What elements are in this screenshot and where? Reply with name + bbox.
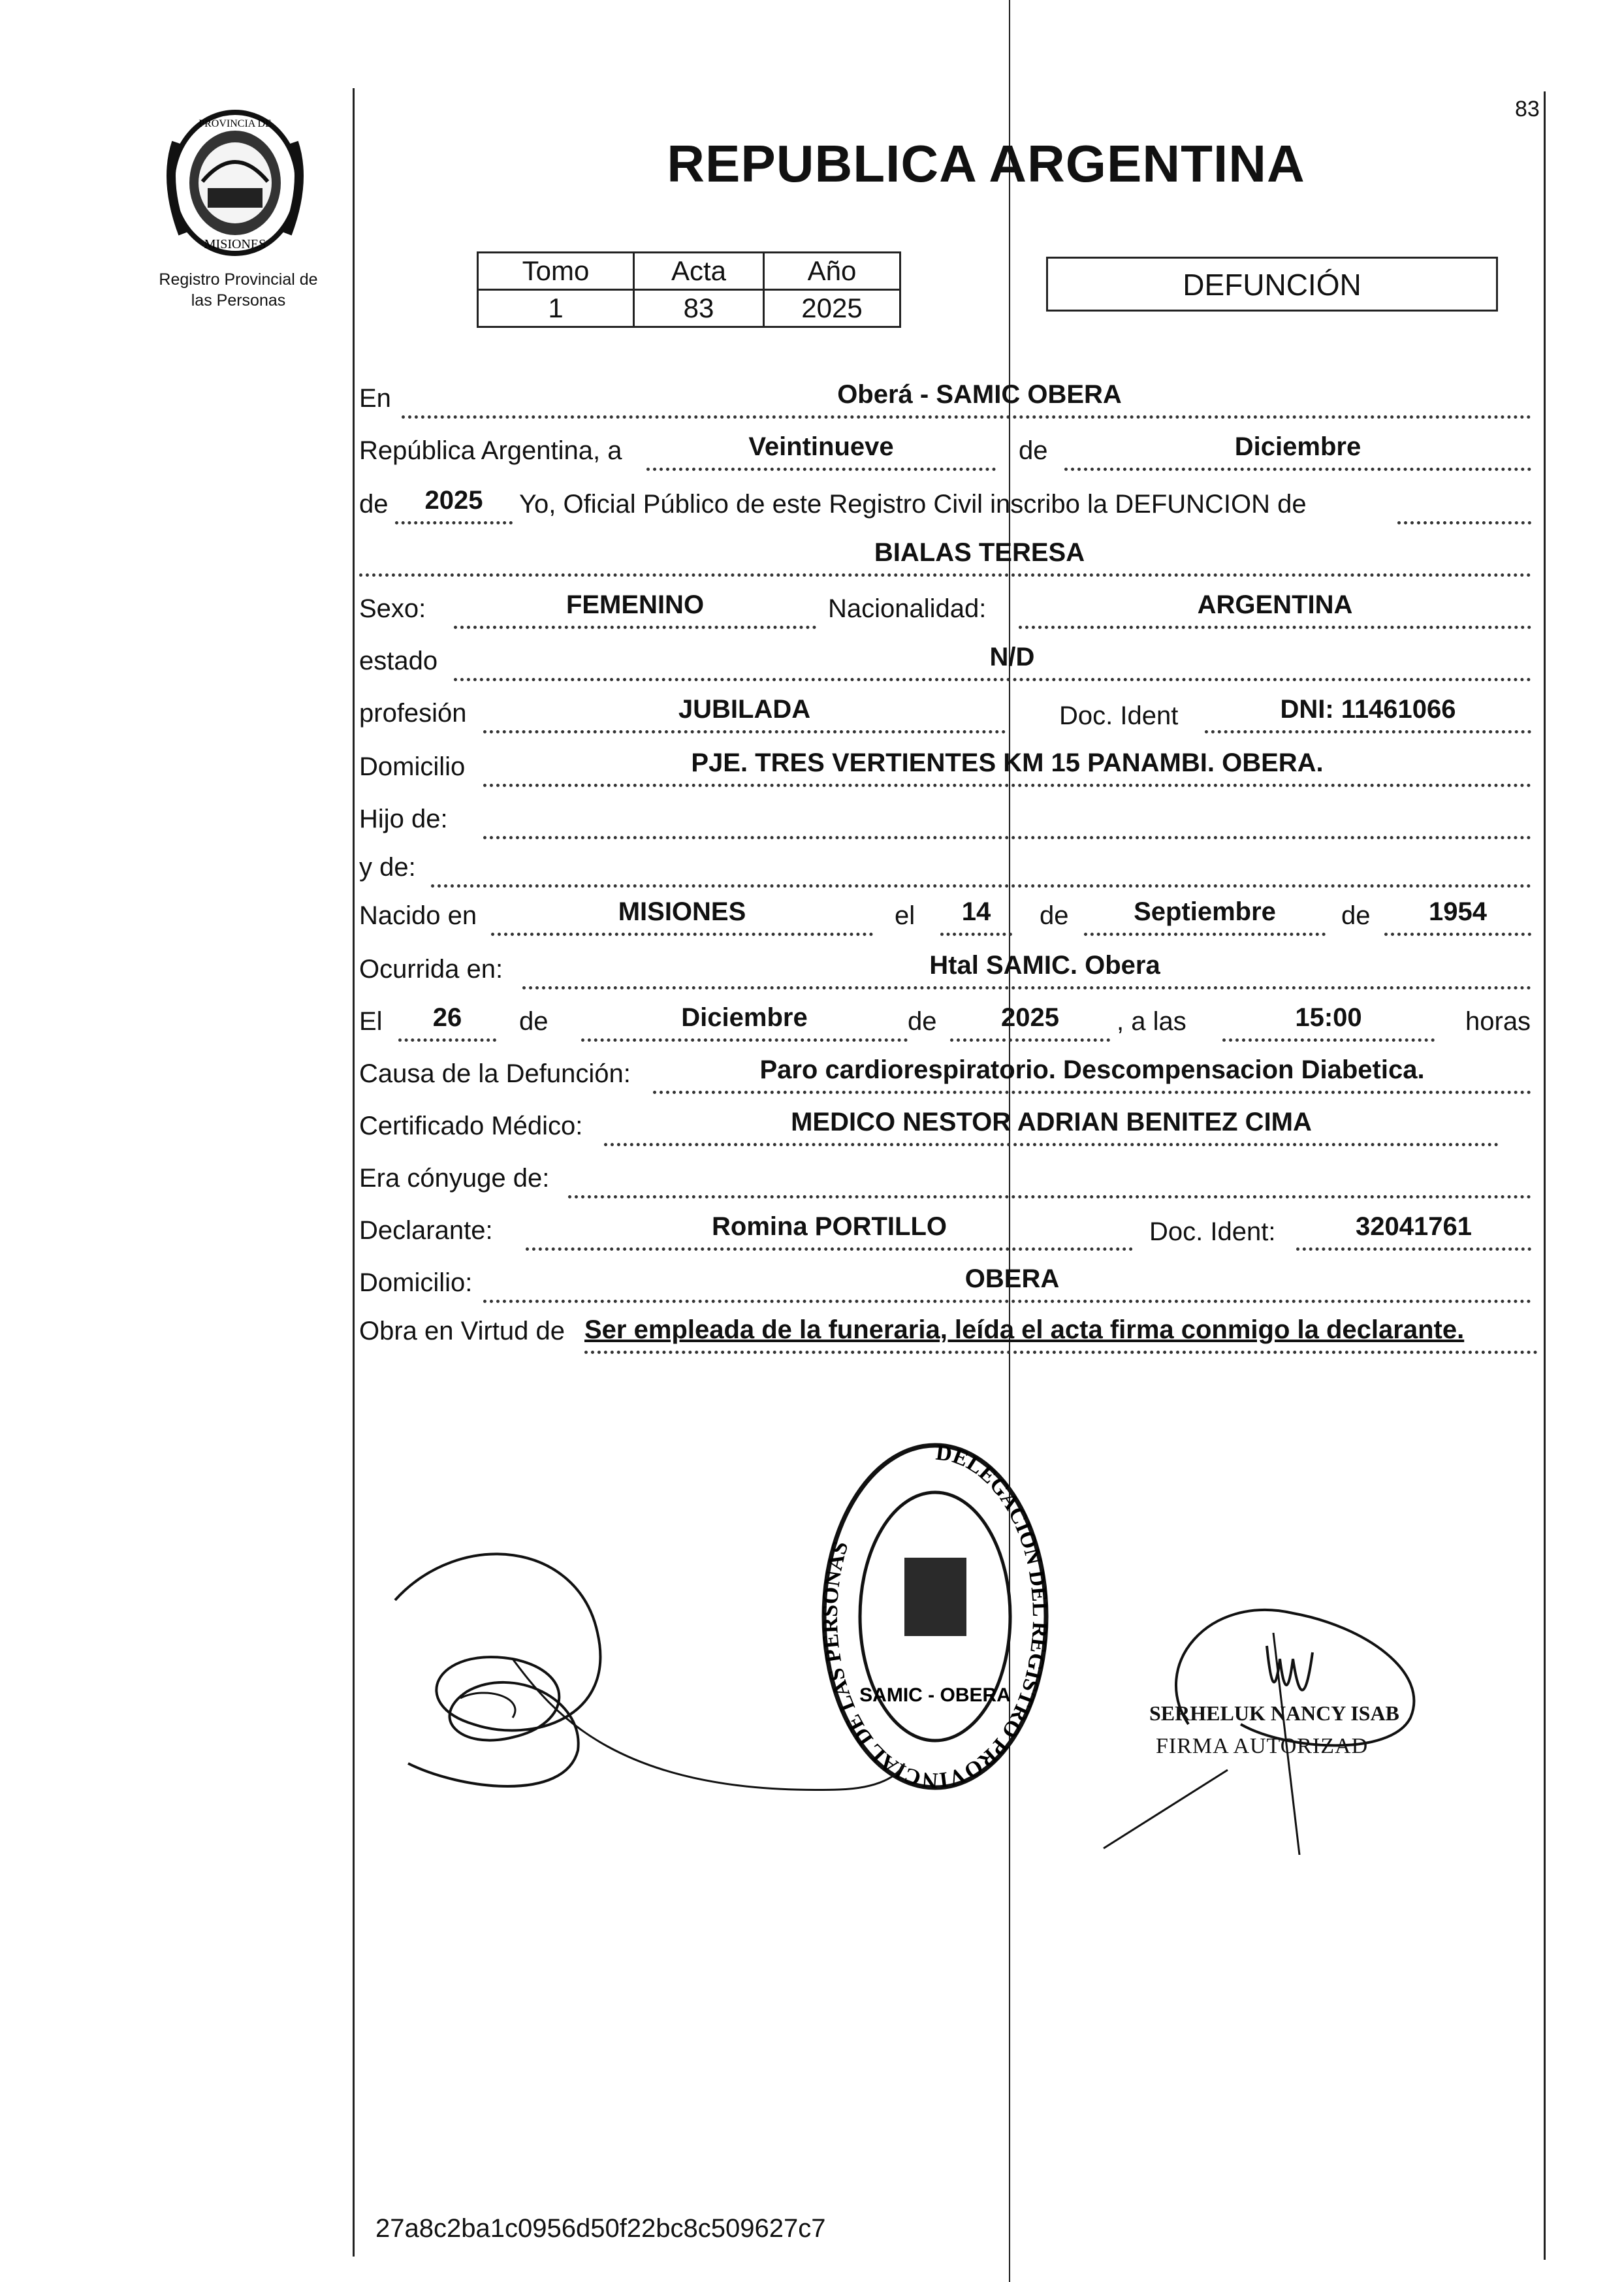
ocurrida-en-label: Ocurrida en: [359,955,503,984]
obra-label: Obra en Virtud de [359,1317,565,1345]
registry-org-name [121,269,356,311]
death-time-dotline [1222,1038,1435,1042]
birth-day-value: 14 [961,897,991,926]
declarant-signature [382,1502,970,1845]
domicilio-label: Domicilio [359,752,466,781]
ocurrida-en-dotline [522,986,1531,989]
profesion-value: JUBILADA [678,695,811,724]
declarante-doc-label: Doc. Ident: [1149,1217,1276,1246]
conyuge-label: Era cónyuge de: [359,1164,550,1193]
estado-dotline [454,678,1531,681]
signature-name: SERHELUK NANCY ISAB [1149,1701,1399,1725]
profesion-dotline [483,730,1006,733]
name-dotline [359,573,1531,577]
day-value: Veintinueve [748,432,894,461]
document-hash: 27a8c2ba1c0956d50f22bc8c509627c7 [375,2214,826,2243]
org-line-2: las Personas [191,291,286,310]
obra-dotline [584,1351,1538,1354]
deceased-name: BIALAS TERESA [874,538,1085,567]
registry-table [477,251,901,328]
hijo-de-label: Hijo de: [359,805,448,833]
yo-text: Yo, Oficial Público de este Registro Civil inscribo la DEFUNCION de [519,490,1307,519]
birth-year-value: 1954 [1429,897,1487,926]
svg-text:MISIONES: MISIONES [204,237,266,251]
province-seal-logo [163,103,307,260]
tomo-header: Tomo [478,253,634,290]
svg-text:DELEGACION DEL REGISTRO PROVIN: DELEGACION DEL REGISTRO PROVINCIAL DE LAS PERSONAS [818,1440,1053,1793]
y-de-label: y de: [359,853,416,882]
conyuge-dotline [568,1195,1531,1198]
death-year-dotline [950,1038,1110,1042]
day-dotline [646,468,996,471]
month-value: Diciembre [1234,432,1361,461]
estado-value: N/D [989,643,1035,671]
estado-label: estado [359,647,438,675]
a-las-label: , a las [1117,1007,1186,1036]
de-label-4: de [1341,901,1371,930]
doc-ident-value: DNI: 11461066 [1280,695,1456,724]
birth-month-dotline [1084,933,1326,936]
ocurrida-en-value: Htal SAMIC. Obera [929,951,1160,980]
domicilio-value: PJE. TRES VERTIENTES KM 15 PANAMBI. OBERA. [691,748,1324,777]
y-de-dotline [431,884,1531,888]
obra-value: Ser empleada de la funeraria, leída el acta firma conmigo la declarante. [584,1315,1465,1344]
yo-dotline [1397,521,1531,524]
en-label: En [359,384,391,413]
nacionalidad-label: Nacionalidad: [828,594,987,623]
de-label-2: de [359,490,389,519]
ano-header: Año [764,253,900,290]
causa-dotline [653,1091,1531,1094]
acta-value: 83 [634,290,764,327]
causa-value: Paro cardiorespiratorio. Descompensacion Diabetica. [759,1055,1425,1084]
nacido-en-value: MISIONES [618,897,746,926]
nacionalidad-value: ARGENTINA [1197,590,1353,619]
month-dotline [1064,468,1531,471]
declarante-label: Declarante: [359,1216,493,1245]
republica-label: República Argentina, a [359,436,622,465]
birth-day-dotline [940,933,1012,936]
profesion-label: profesión [359,699,467,728]
nacido-en-label: Nacido en [359,901,477,930]
birth-month-value: Septiembre [1134,897,1276,926]
nacido-en-dotline [491,933,873,936]
death-day-dotline [398,1038,496,1042]
death-year-value: 2025 [1001,1003,1059,1032]
sexo-value: FEMENINO [565,590,705,619]
de-label-5: de [519,1007,549,1036]
death-time-value: 15:00 [1295,1003,1362,1032]
declarante-domicilio-label: Domicilio: [359,1268,473,1297]
death-month-value: Diciembre [681,1003,808,1032]
declarante-doc-value: 32041761 [1356,1212,1472,1241]
hijo-de-dotline [483,836,1531,839]
record-type-box: DEFUNCIÓN [1046,257,1498,312]
signature-role: FIRMA AUTORIZAD [1156,1734,1369,1758]
tomo-value: 1 [478,290,634,327]
right-margin-line [1544,91,1546,2260]
center-fold-line [1009,0,1010,2282]
declarante-doc-dotline [1296,1247,1531,1251]
certificado-value: MEDICO NESTOR ADRIAN BENITEZ CIMA [791,1108,1312,1136]
sexo-dotline [454,626,816,629]
de-label-6: de [908,1007,937,1036]
domicilio-dotline [483,784,1531,787]
certificado-label: Certificado Médico: [359,1112,583,1140]
death-month-dotline [581,1038,908,1042]
death-day-value: 26 [432,1003,462,1032]
birth-year-dotline [1384,933,1531,936]
left-margin-line [353,88,355,2257]
en-value: Oberá - SAMIC OBERA [837,380,1122,409]
declarante-domicilio-value: OBERA [964,1264,1060,1293]
certificado-dotline [604,1143,1499,1146]
document-title: REPUBLICA ARGENTINA [667,135,1305,193]
declarante-dotline [526,1247,1133,1251]
svg-text:SAMIC - OBERA: SAMIC - OBERA [859,1684,1011,1706]
el-label-2: El [359,1007,383,1036]
horas-label: horas [1465,1007,1531,1036]
sexo-label: Sexo: [359,594,426,623]
declarante-value: Romina PORTILLO [712,1212,947,1241]
doc-ident-dotline [1205,730,1531,733]
en-dotline [402,415,1531,419]
year-value: 2025 [424,486,483,515]
doc-ident-label: Doc. Ident [1059,701,1179,730]
de-label-3: de [1040,901,1069,930]
org-line-1: Registro Provincial de [159,270,318,289]
ano-value: 2025 [764,290,900,327]
el-label-1: el [895,901,915,930]
de-label-1: de [1019,436,1048,465]
declarante-domicilio-dotline [483,1300,1531,1303]
nacionalidad-dotline [1019,626,1531,629]
svg-text:PROVINCIA DE: PROVINCIA DE [199,118,272,129]
causa-label: Causa de la Defunción: [359,1059,631,1088]
year-dotline [395,521,513,524]
acta-header: Acta [634,253,764,290]
page-number: 83 [1515,97,1540,121]
